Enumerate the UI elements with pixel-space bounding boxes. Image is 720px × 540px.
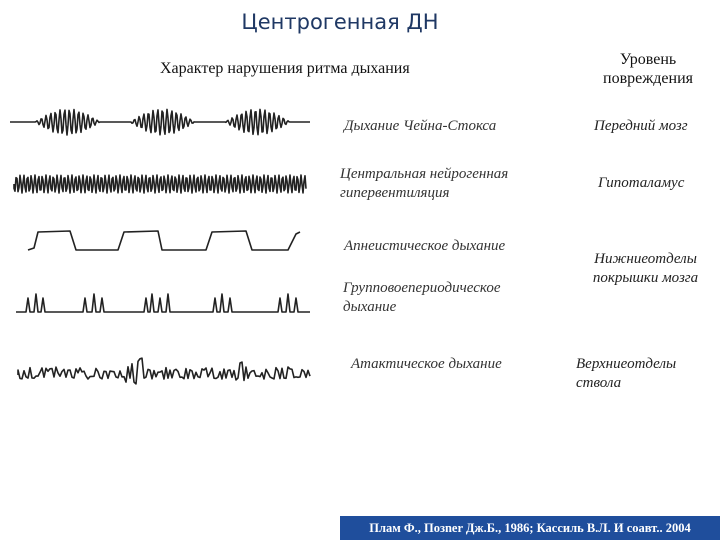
cheyne-stokes-trace bbox=[10, 100, 330, 150]
level-upper-brainstem: Верхниеотделы ствола bbox=[576, 356, 677, 391]
level-lower-tegmentum: Нижниеотделы покрышки мозга bbox=[592, 251, 699, 286]
citation-banner: Плам Ф., Позner Дж.Б., 1986; Кассиль В.Л. И соавт.. 2004 bbox=[340, 516, 720, 540]
ataxic-trace bbox=[10, 345, 330, 395]
pattern-label-ataxic: Атактическое дыхание bbox=[351, 356, 502, 372]
pattern-column-header: Характер нарушения ритма дыхания bbox=[160, 60, 410, 77]
pattern-label-cluster: Групповоепериодическое дыхание bbox=[343, 280, 501, 315]
apneustic-trace bbox=[10, 212, 330, 262]
pattern-label-cheyne-stokes: Дыхание Чейна-Стокса bbox=[344, 118, 497, 134]
level-hypothalamus: Гипоталамус bbox=[598, 175, 685, 191]
slide-title: Центрогенная ДН bbox=[241, 10, 439, 34]
level-forebrain: Передний мозг bbox=[594, 118, 688, 134]
pattern-label-apneustic: Апнеистическое дыхание bbox=[344, 238, 506, 254]
cluster-breathing-trace bbox=[10, 276, 330, 326]
hyperventilation-trace bbox=[10, 162, 330, 212]
level-column-header: Уровень повреждения bbox=[603, 51, 693, 87]
pattern-label-hyperventilation: Центральная нейрогенная гипервентиляция bbox=[340, 166, 509, 201]
